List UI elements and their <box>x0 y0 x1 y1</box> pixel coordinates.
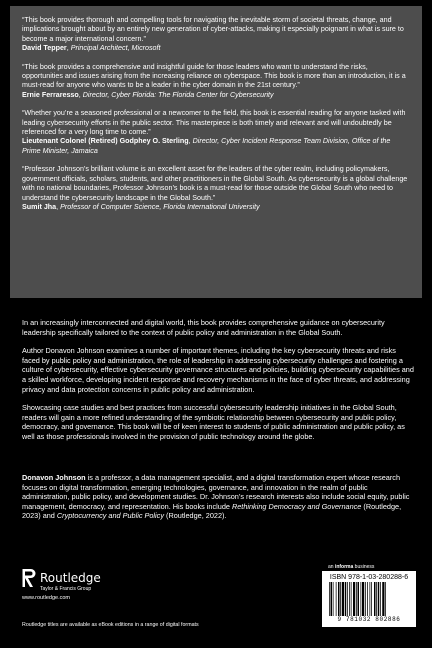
description-paragraph: Showcasing case studies and best practices from successful cybersecurity leadership initiatives in the Global South, readers will gain a more refined understanding of the symbiotic relationship between cybersecurity and public policy, democracy, and governance. This book will be of keen interest to students of public administration and public policy, as well as those professionals involved in the provision of public technology around the globe. <box>22 403 405 441</box>
isbn-number: ISBN 978-1-03-280288-6 <box>329 574 409 581</box>
barcode-icon <box>327 582 411 616</box>
publisher-logo <box>22 568 101 601</box>
review-quote: “Professor Johnson’s brilliant volume is an excellent asset for the leaders of the cyber realm, including policymakers, government officials, scholars, students, and other practitioners in the Global South. As cybersecurity is a global challenge with no national boundaries, Professor Johnson’s book is a must-read for those outside the Global South who need to understand the cybersecurity landscape in the Global South.” <box>22 165 408 202</box>
reviewer-name: Sumit Jha <box>22 202 57 211</box>
publisher-url: www.routledge.com <box>22 595 70 601</box>
review-1 <box>22 16 410 54</box>
reviewer-title: Professor of Computer Science, Florida International University <box>60 202 260 211</box>
review-attribution: Lieutenant Colonel (Retired) Godphey O. Sterling, Director, Cyber Incident Response Team Division, Office of the Prime Minister, Jamaica <box>22 137 391 155</box>
reviewer-name: Lieutenant Colonel (Retired) Godphey O. Sterling <box>22 137 189 146</box>
review-quote: “This book provides thorough and compelling tools for navigating the inevitable storm of societal threats, change, and implications brought about by an entirely new generation of cyber-attacks, making it especially poignant in what is sure to become a major international concern.” <box>22 16 404 43</box>
informa-suffix: business <box>353 564 375 570</box>
reviewer-name: David Tepper <box>22 44 67 53</box>
publisher-group: Taylor & Francis Group <box>40 586 92 592</box>
review-attribution: Sumit Jha, Professor of Computer Science, Florida International University <box>22 202 260 211</box>
review-quote: “Whether you’re a seasoned professional or a newcomer to the field, this book is essential reading for anyone tasked with leading cybersecurity efforts in the public sector. This masterpiece is both timely and relevant and will undoubtedly be referenced for a very long time to come.” <box>22 109 406 137</box>
author-bio-text <box>22 473 414 521</box>
review-attribution: Ernie Ferraresso, Director, Cyber Florida: The Florida Center for Cybersecurity <box>22 90 274 99</box>
description-paragraph: In an increasingly interconnected and digital world, this book provides comprehensive guidance on cybersecurity leadership specifically tailored to the context of public policy and administration in the Global South. <box>22 318 385 337</box>
book-title: Cryptocurrency and Public Policy <box>56 511 164 521</box>
isbn-barcode <box>322 571 416 627</box>
book-title: Rethinking Democracy and Governance <box>231 501 362 511</box>
reviewer-name: Ernie Ferraresso <box>22 90 79 99</box>
barcode-digits: 9 781032 802886 <box>337 616 401 623</box>
bio-text: is a professor, a data management specialist, and a digital transformation expert whose research focuses on digital transformation, emerging technologies, governance, and innovation in the realm of public administration, public policy, and development studies. Dr. Johnson’s research interests also include social equity, public management, democracy, and representation. His books include <box>22 473 410 511</box>
author-bio <box>22 473 414 521</box>
review-2 <box>22 63 410 101</box>
book-description <box>22 318 414 451</box>
reviewer-title: Principal Architect, Microsoft <box>70 44 161 53</box>
review-quote: “This book provides a comprehensive and insightful guide for those leaders who want to understand the risks, opportunities and issues arising from the increasing reliance on cyberspace. This book is more than an introduction, it is a must-read for anyone who wants to be a leader in the cyber domain in the 21st century.” <box>22 62 406 90</box>
routledge-logo-icon <box>22 568 36 588</box>
publisher-name: Routledge <box>40 570 101 585</box>
reviewer-title: Director, Cyber Florida: The Florida Center for Cybersecurity <box>82 90 274 99</box>
informa-prefix: an <box>328 564 335 570</box>
bio-text: (Routledge, 2022). <box>163 511 227 521</box>
ebook-note: Routledge titles are available as eBook editions in a range of digital formats <box>22 622 199 628</box>
informa-business-tag <box>328 564 374 570</box>
author-name: Donavon Johnson <box>22 473 86 482</box>
reviews-panel <box>10 6 422 298</box>
description-paragraph: Author Donavon Johnson examines a number of important themes, including the key cybersecurity threats and risks faced by public policy and administration, the role of leadership in addressing cybersecurity challenges and fostering a culture of cybersecurity, effective cybersecurity governance structures and policies, building cybersecurity capabilities and a skilled workforce, developing incident response and recovery mechanisms in the face of cyber threats, and addressing privacy and data protection concerns in public policy and administration. <box>22 346 414 394</box>
bio-text: (Routledge, 2023) and <box>22 501 402 521</box>
review-3 <box>22 109 410 156</box>
review-attribution: David Tepper, Principal Architect, Microsoft <box>22 44 161 53</box>
informa-brand: informa <box>334 564 354 570</box>
reviewer-title: Director, Cyber Incident Response Team Division, Office of the Prime Minister, Jamaica <box>22 137 391 155</box>
review-4 <box>22 165 410 212</box>
